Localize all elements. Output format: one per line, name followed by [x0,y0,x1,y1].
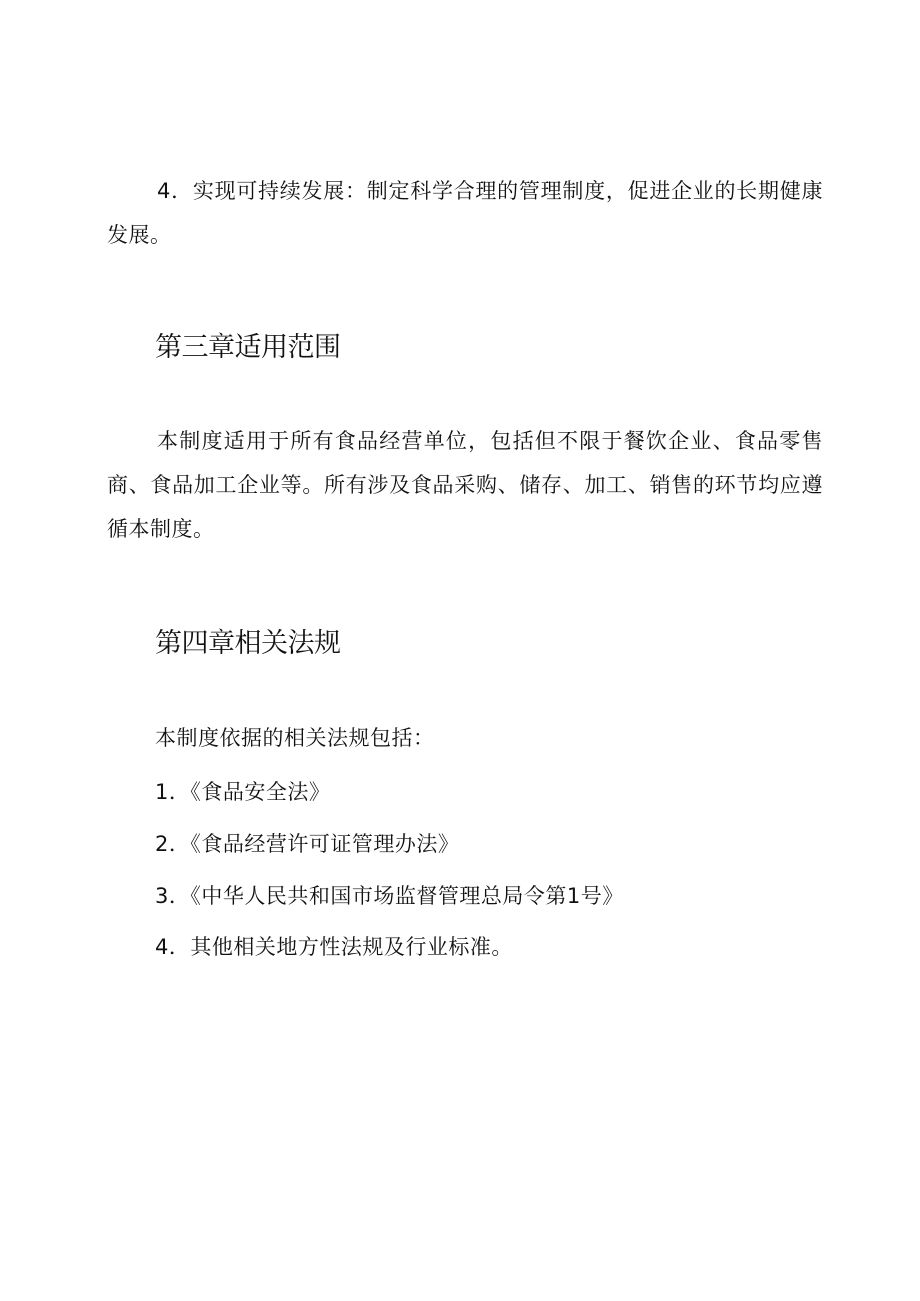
regulation-item-1: 1．《食品安全法》 [155,780,331,804]
regulation-item-2: 2．《食品经营许可证管理办法》 [155,832,460,856]
chapter-4-title: 第四章相关法规 [155,628,341,659]
goal-item-4: 4．实现可持续发展：制定科学合理的管理制度，促进企业的长期健康发展。 [107,179,823,247]
regulation-item-4: 4．其他相关地方性法规及行业标准。 [155,935,513,959]
chapter-4-intro: 本制度依据的相关法规包括： [155,726,435,750]
chapter-3-title: 第三章适用范围 [155,332,341,363]
chapter-3-body: 本制度适用于所有食品经营单位，包括但不限于餐饮企业、食品零售商、食品加工企业等。所有涉及食品采购、储存、加工、销售的环节均应遵循本制度。 [107,429,823,541]
regulation-item-3: 3．《中华人民共和国市场监督管理总局令第1号》 [155,884,624,908]
